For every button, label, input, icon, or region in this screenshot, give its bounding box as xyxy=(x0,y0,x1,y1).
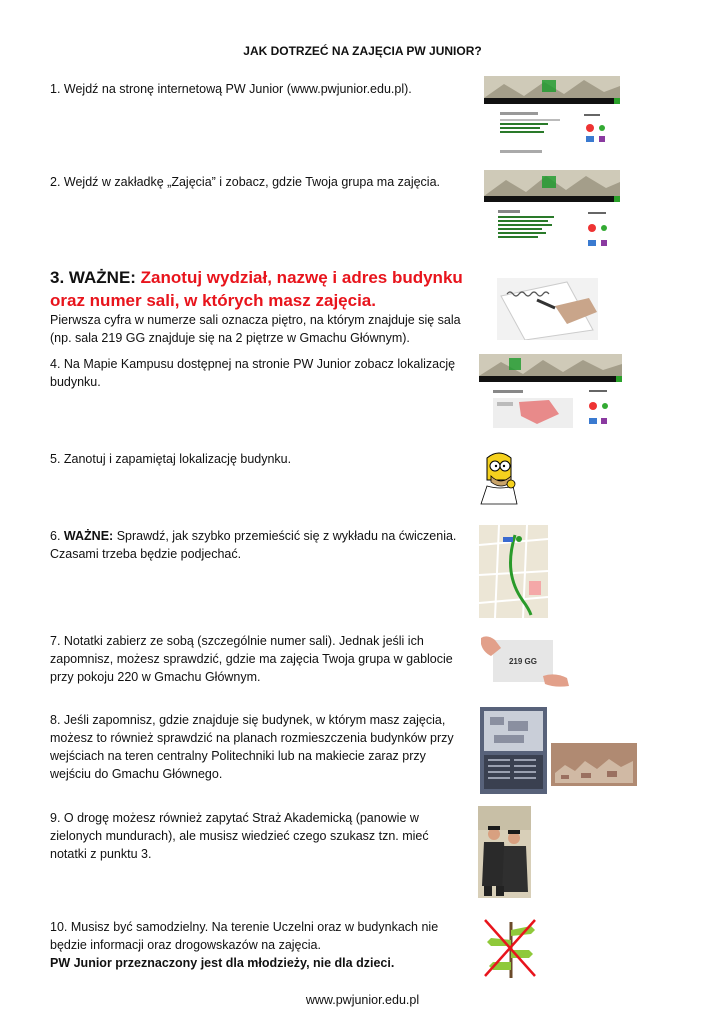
route-map-image xyxy=(479,525,548,618)
page-title: JAK DOTRZEĆ NA ZAJĘCIA PW JUNIOR? xyxy=(243,44,482,58)
thinking-cartoon-image xyxy=(477,446,525,506)
sign-hands-image xyxy=(481,634,571,688)
campus-plan-board-image xyxy=(480,707,547,794)
step-10-bold: PW Junior przeznaczony jest dla młodzieży, nie dla dzieci. xyxy=(50,956,395,970)
footer-url: www.pwjunior.edu.pl xyxy=(305,993,420,1007)
step-8: 8. Jeśli zapomnisz, gdzie znajduje się budynek, w którym masz zajęcia, możesz to również sprawdzić na planach rozmieszczenia budynków przy wejściach na teren centralny Politechniki lub na makiecie zaraz przy wejściu do Gmachu Głównego. xyxy=(50,713,454,781)
step-4: 4. Na Mapie Kampusu dostępnej na stronie PW Junior zobacz lokalizację budynku. xyxy=(50,357,456,389)
step-1: 1. Wejdź na stronę internetową PW Junior (www.pwjunior.edu.pl). xyxy=(50,82,412,96)
step-6 xyxy=(50,527,465,563)
step-3-body: Pierwsza cyfra w numerze sali oznacza piętro, na którym znajduje się sala (np. sala 219 GG znajduje się na 2 piętrze w Gmachu Głównym). xyxy=(50,313,461,345)
step-9: 9. O drogę możesz również zapytać Straż Akademicką (panowie w zielonych mundurach), ale musisz wiedzieć czego szukasz tzn. mieć notatki z punktu 3. xyxy=(50,811,429,861)
step-6-bold: WAŻNE: xyxy=(63,529,114,543)
step-5: 5. Zanotuj i zapamiętaj lokalizację budynku. xyxy=(50,452,292,466)
step-10-text: 10. Musisz być samodzielny. Na terenie Uczelni oraz w budynkach nie będzie informacji oraz drogowskazów na zajęcia. xyxy=(50,920,439,952)
website-screenshot-home xyxy=(484,76,620,158)
sign-text: 219 GG xyxy=(508,657,538,666)
step-2: 2. Wejdź w zakładkę „Zajęcia” i zobacz, gdzie Twoja grupa ma zajęcia. xyxy=(50,175,440,189)
academic-guards-image xyxy=(478,806,531,898)
step-3-prefix: 3. WAŻNE: xyxy=(50,268,141,287)
writing-hand-image xyxy=(497,278,598,340)
step-10 xyxy=(50,918,465,972)
step-6-rest: Sprawdź, jak szybko przemieścić się z wykładu na ćwiczenia. Czasami trzeba będzie podjechać. xyxy=(50,529,457,561)
campus-model-image xyxy=(551,743,637,786)
campus-map-screenshot xyxy=(479,354,622,437)
step-7: 7. Notatki zabierz ze sobą (szczególnie numer sali). Jednak jeśli ich zapomnisz, możesz sprawdzić, gdzie ma zajęcia Twoja grupa w gablocie przy pokoju 220 w Gmachu Głównym. xyxy=(50,634,453,684)
step-3-heading xyxy=(50,266,480,312)
website-screenshot-classes xyxy=(484,170,620,254)
no-signpost-image xyxy=(481,916,539,979)
step-3-highlight: Zanotuj wydział, nazwę i adres budynku oraz numer sali, w których masz zajęcia. xyxy=(50,268,463,310)
step-6-prefix: 6. xyxy=(50,529,64,543)
